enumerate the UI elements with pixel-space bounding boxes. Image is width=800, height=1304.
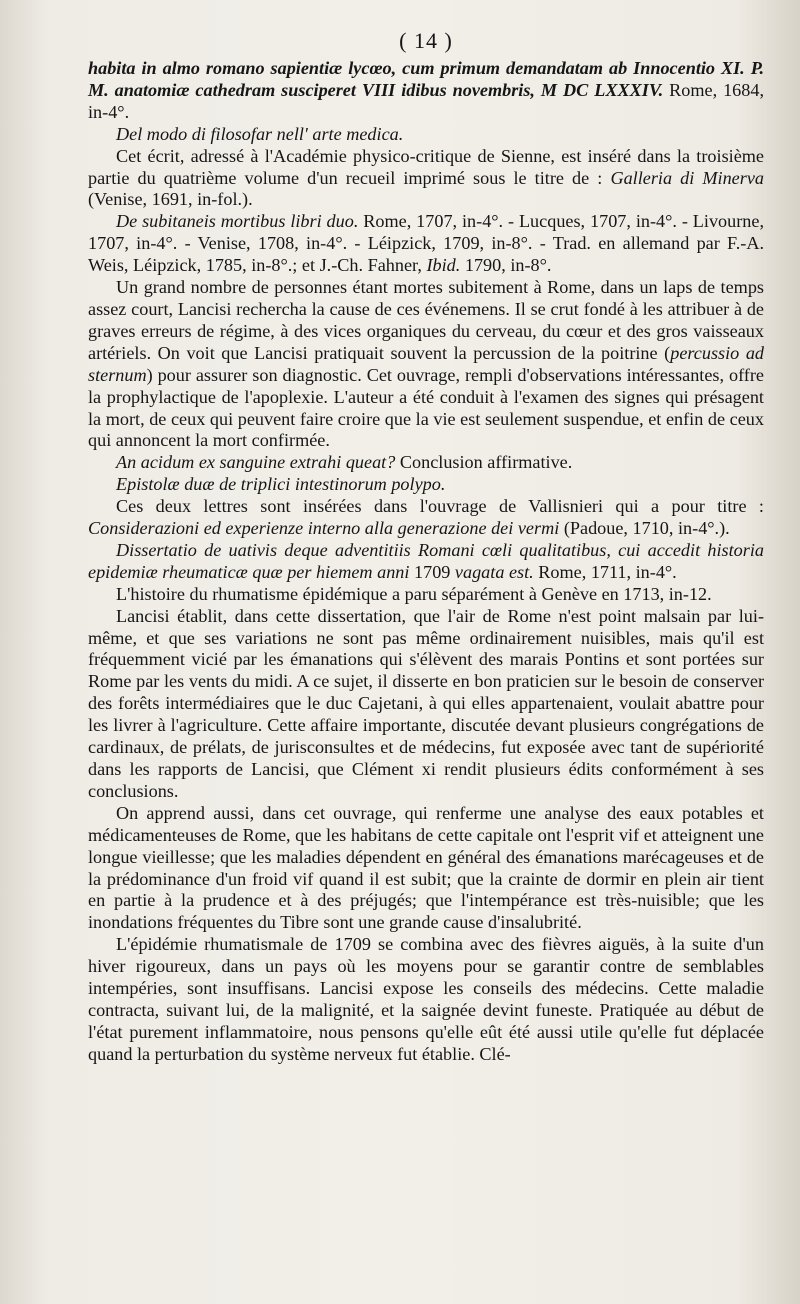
paragraph-p3 (88, 146, 764, 212)
paragraph-p11 (88, 606, 764, 803)
text-run: Un grand nombre de personnes étant mortes subitement à Rome, dans un laps de temps assez court, Lancisi rechercha la cause de ces événemens. Il se crut fondé à les attribuer à de graves erreurs de régime, à des vices organiques du cerveau, du cœur et des gros vaisseaux artériels. On voit que Lancisi pratiquait souvent la percussion de la poitrine ( (88, 277, 764, 363)
paragraph-p6 (88, 452, 764, 474)
text-run: habita in almo romano sapientiæ lycœo, cum primum demandatam ab Innocentio XI. P. M. anatomiæ cathedram susciperet VIII idibus novembris, M DC LXXXIV. (88, 58, 764, 100)
text-run: Dissertatio de uativis deque adventitiis Romani cœli qualitatibus, cui accedit historia epidemiæ rheumaticæ quæ per hiemem anni (88, 539, 764, 582)
text-run: Del modo di filosofar nell' arte medica. (116, 123, 404, 144)
text-run: (Venise, 1691, in-fol.). (88, 189, 253, 210)
paragraph-p5 (88, 277, 764, 452)
text-run: Cet écrit, adressé à l'Académie physico-critique de Sienne, est inséré dans la troisième partie du quatrième volume d'un recueil imprimé sous le titre de : (88, 145, 764, 188)
text-run: L'histoire du rhumatisme épidémique a paru séparément à Genève en 1713, in-12. (116, 583, 712, 604)
page-number: ( 14 ) (399, 28, 453, 53)
text-run: An acidum ex sanguine extrahi queat? (116, 452, 396, 473)
paragraph-p8 (88, 496, 764, 540)
text-run: L'épidémie rhumatismale de 1709 se combina avec des fièvres aiguës, à la suite d'un hiver rigoureux, dans un pays où les moyens pour se garantir contre de semblables intempéries, sont insuffisans. Lancisi expose les conseils des médecins. Cette maladie contracta, suivant lui, de la malignité, et la saignée devint funeste. Pratiquée au début de l'état purement inflammatoire, nous pensons qu'elle eût été aussi utile qu'elle fut déplacée quand la perturbation du système nerveux fut établie. Clé- (88, 934, 764, 1064)
text-run: Rome, 1684, in-4°. (88, 79, 764, 122)
text-run: Epistolæ duæ de triplici intestinorum polypo. (116, 474, 446, 495)
paragraph-p10 (88, 584, 764, 606)
text-run: ) pour assurer son diagnostic. Cet ouvrage, rempli d'observations intéressantes, offre la prophylactique de l'apoplexie. L'auteur a été conduit à l'examen des signes qui présagent la mort, de ceux qui peuvent faire croire que la vie est seulement suspendue, et enfin de ceux qui annoncent la mort confirmée. (88, 364, 764, 451)
text-run: Rome, 1711, in-4°. (533, 561, 677, 582)
text-run: On apprend aussi, dans cet ouvrage, qui renferme une analyse des eaux potables et médicamenteuses de Rome, que les habitans de cette capitale ont l'esprit vif et atteignent une longue vieillesse; que les maladies dépendent en général des émanations marécageuses et de la prédominance d'un froid vif quand il est subit; que la crainte de dormir en plein air tient en partie à la prudence et à des préjugés; que l'intempérance est très-nuisible; que les inondations fréquentes du Tibre sont une grande cause d'insalubrité. (88, 802, 764, 933)
text-run: Lancisi établit, dans cette dissertation, que l'air de Rome n'est point malsain par lui-même, et que ses variations ne sont pas même ordinairement nuisibles, mais qu'il est fréquemment vicié par les émanations qui s'élèvent des marais Pontins et sont portées sur Rome par les vents du midi. A ce sujet, il disserte en bon praticien sur le besoin de conserver des forêts intermédiaires que le duc Cajetani, à qui elles appartenaient, voulait abattre pour les livrer à l'agriculture. Cette affaire importante, discutée devant plusieurs congrégations de cardinaux, de prélats, de jurisconsultes et de médecins, fut exposée avec tant de supériorité dans les rapports de Lancisi, que Clément xi rendit plusieurs édits conformément à ses conclusions. (88, 605, 764, 801)
text-run: vagata est. (454, 561, 534, 582)
text-run: Considerazioni ed experienze interno alla generazione dei vermi (88, 518, 560, 539)
text-run: Ces deux lettres sont insérées dans l'ouvrage de Vallisnieri qui a pour titre : (116, 496, 764, 517)
paragraph-p2 (88, 124, 764, 146)
text-run: Ibid. (426, 255, 461, 276)
text-run: Galleria di Minerva (610, 167, 764, 188)
text-run: percussio ad sternum (88, 342, 765, 385)
paragraph-p12 (88, 803, 764, 934)
text-run: Rome, 1707, in-4°. - Lucques, 1707, in-4°. - Livourne, 1707, in-4°. - Venise, 1708, in-4°. - Léipzick, 1709, in-8°. - Trad. en allemand par F.-A. Weis, Léipzick, 1785, in-8°.; et J.-Ch. Fahner, (88, 211, 764, 276)
paragraph-p4 (88, 211, 764, 277)
text-run: (Padoue, 1710, in-4°.). (559, 518, 730, 539)
text-run: Conclusion affirmative. (395, 452, 573, 473)
paragraph-p9 (88, 540, 764, 584)
body-text (88, 58, 764, 1066)
paragraph-p7 (88, 474, 764, 496)
paragraph-p1 (88, 58, 764, 124)
text-run: 1790, in-8°. (460, 255, 552, 276)
text-run: 1709 (409, 561, 455, 582)
text-run: De subitaneis mortibus libri duo. (116, 211, 359, 232)
paragraph-p13 (88, 934, 764, 1065)
